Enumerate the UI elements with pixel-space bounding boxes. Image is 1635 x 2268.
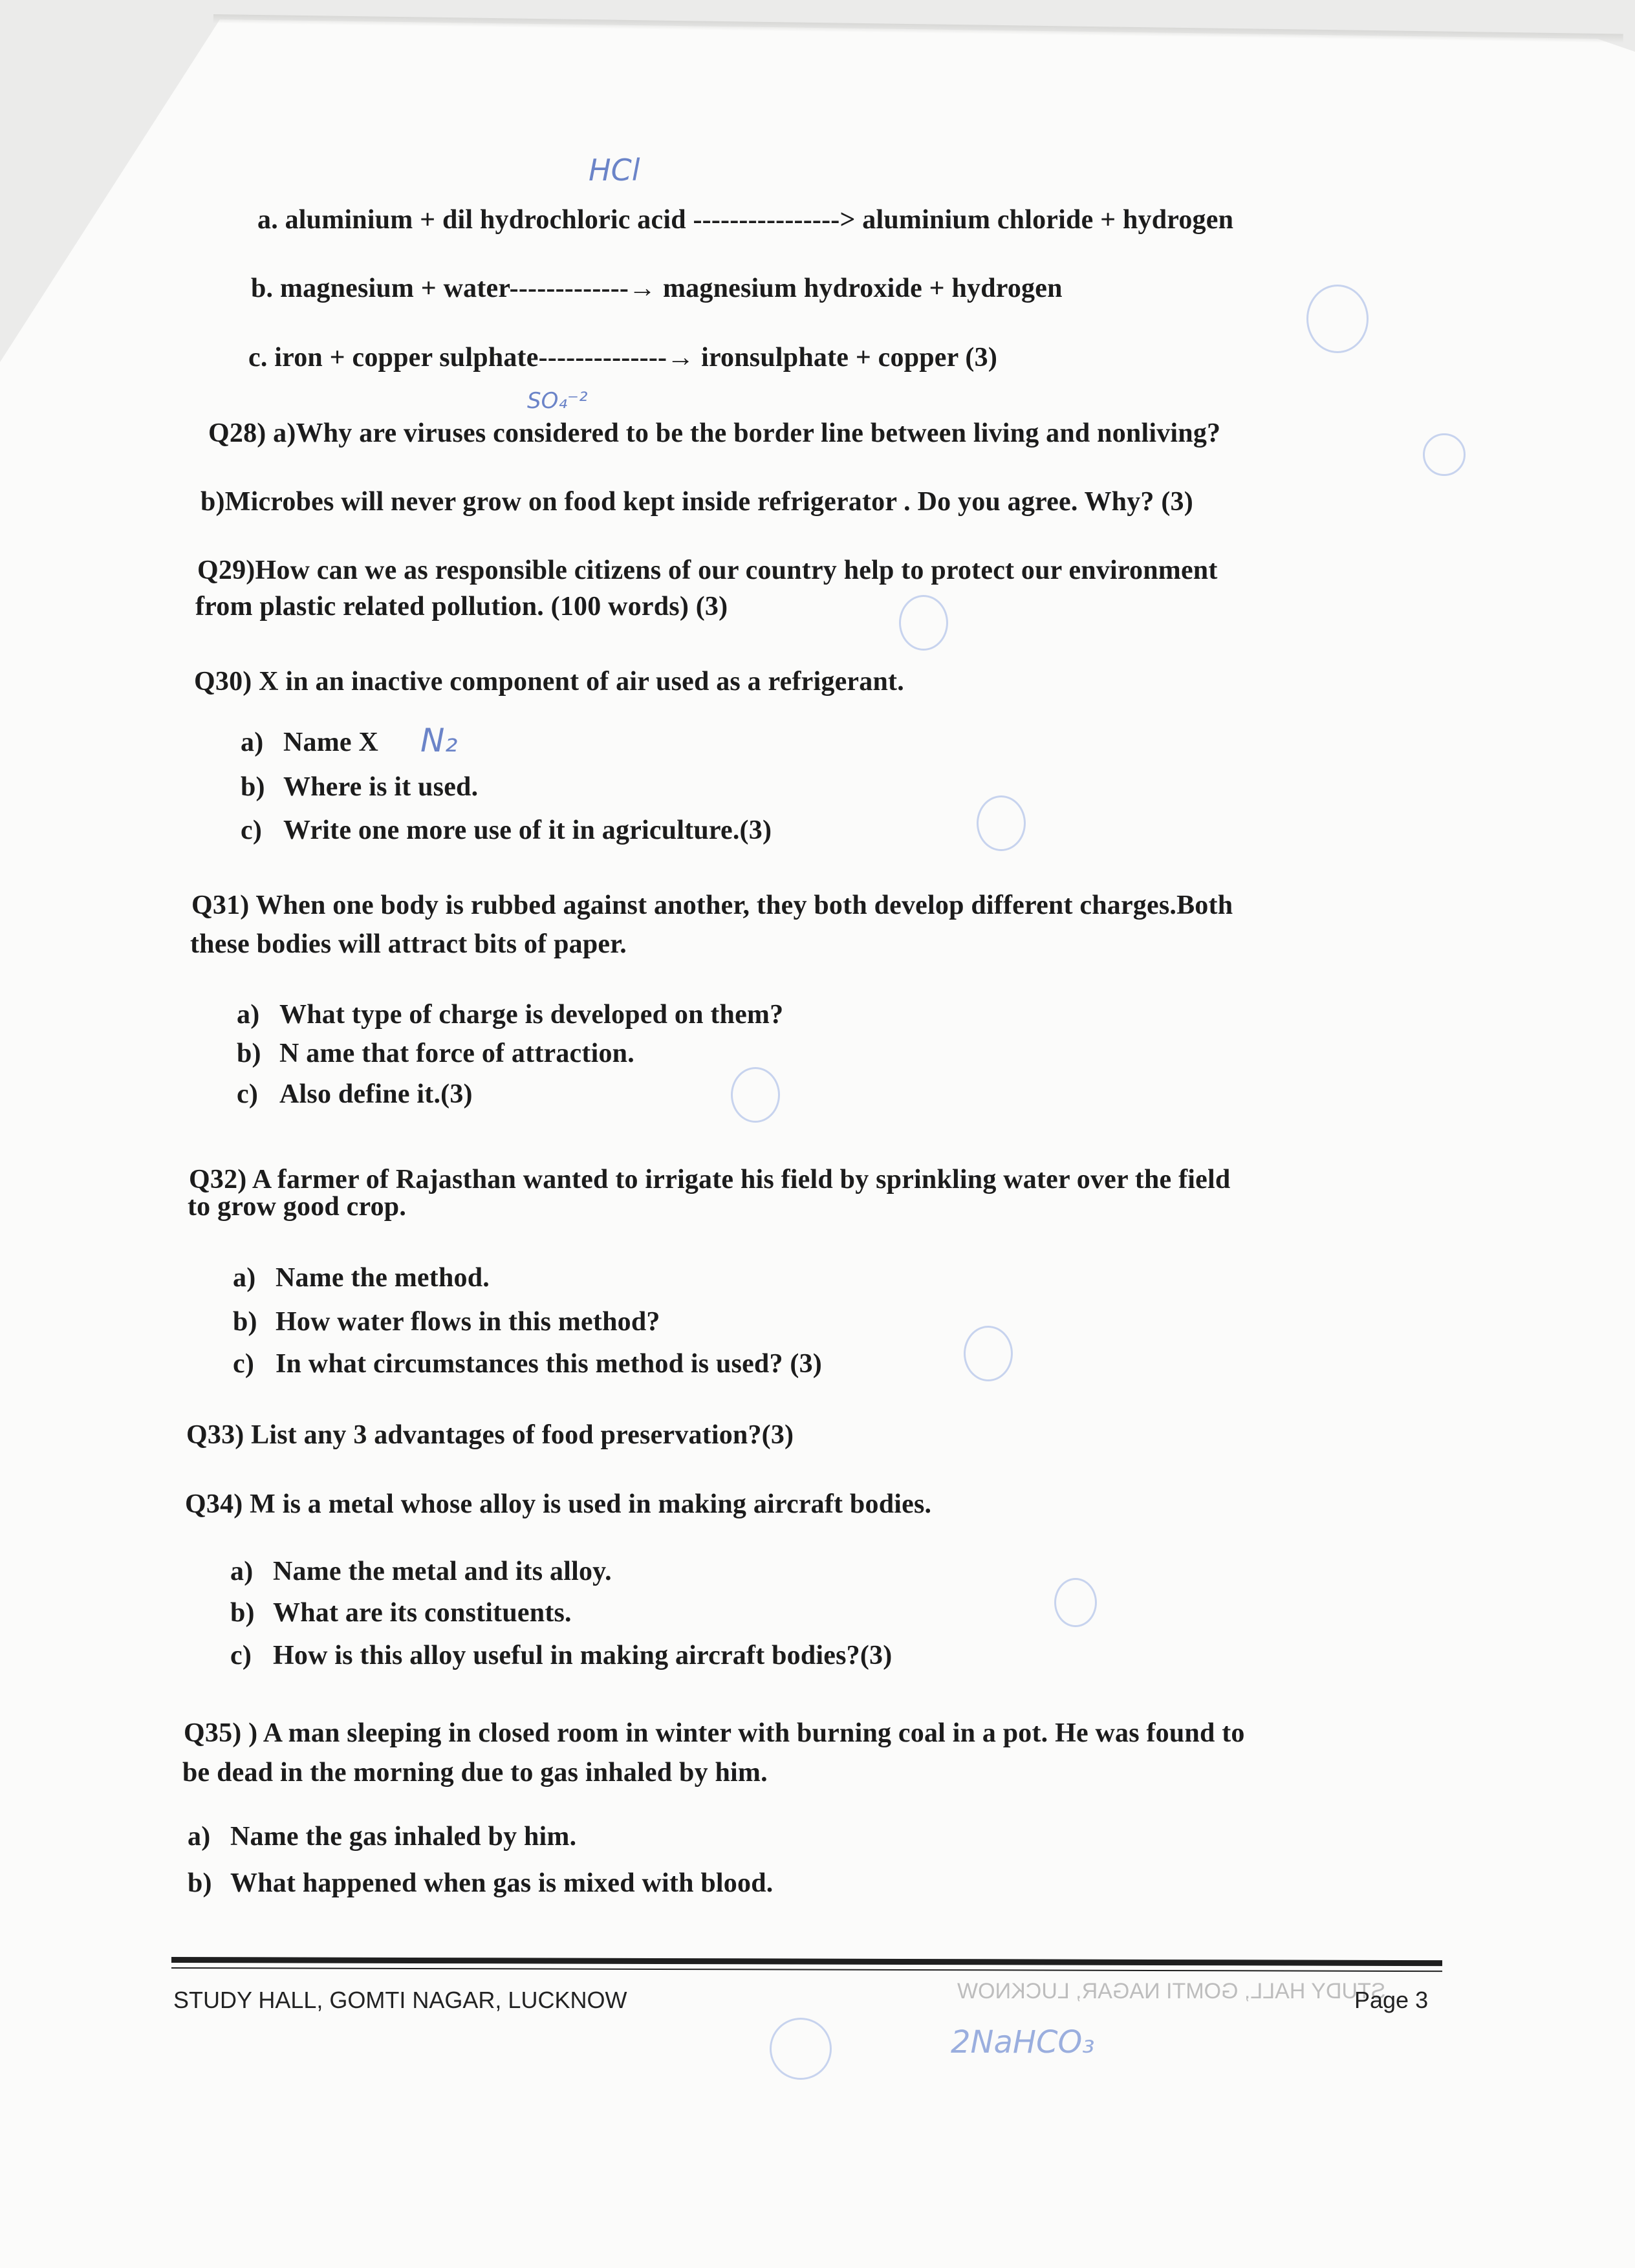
q30-part-b: b) Where is it used. [241, 772, 479, 802]
circle-mark [1423, 433, 1466, 476]
q29-line-2: from plastic related pollution. (100 words) (3) [195, 592, 728, 621]
equation-c: c. iron + copper sulphate--------------→ ironsulphate + copper (3) [248, 343, 998, 373]
q32-part-a: a) Name the method. [233, 1263, 490, 1293]
handwritten-hcl: HCl [589, 153, 640, 188]
q30-part-c: c) Write one more use of it in agriculture.(3) [241, 815, 772, 845]
handwritten-n2: N₂ [420, 722, 458, 759]
q29-line-1: Q29)How can we as responsible citizens of our country help to protect our environment [197, 556, 1218, 585]
footer-page-number: Page 3 [1354, 1987, 1429, 2013]
q28-part-a: Q28) a)Why are viruses considered to be the border line between living and nonliving? [208, 418, 1221, 448]
circle-mark [770, 2018, 832, 2080]
q32-part-c: c) In what circumstances this method is used? (3) [233, 1349, 822, 1379]
circle-mark [899, 595, 948, 651]
handwritten-bottom-note: 2NaHCO₃ [951, 2024, 1095, 2060]
q35-line-1: Q35) ) A man sleeping in closed room in winter with burning coal in a pot. He was found to [184, 1718, 1245, 1748]
q33-question: Q33) List any 3 advantages of food preservation?(3) [186, 1420, 794, 1450]
equation-b: b. magnesium + water-------------→ magnesium hydroxide + hydrogen [251, 274, 1063, 303]
q35-part-b: b) What happened when gas is mixed with blood. [188, 1868, 774, 1898]
show-through-text: STUDY HALL, GOMTI NAGAR, LUCKNOW [957, 1979, 1386, 2003]
q31-line-1: Q31) When one body is rubbed against another, they both develop different charges.Both [191, 891, 1233, 920]
q31-line-2: these bodies will attract bits of paper. [190, 929, 627, 959]
q35-part-a: a) Name the gas inhaled by him. [188, 1822, 577, 1852]
q28-part-b: b)Microbes will never grow on food kept inside refrigerator . Do you agree. Why? (3) [200, 487, 1193, 517]
circle-mark [731, 1067, 780, 1123]
circle-mark [1306, 285, 1369, 353]
q34-part-c: c) How is this alloy useful in making aircraft bodies?(3) [230, 1641, 893, 1670]
footer-rule-thick [171, 1957, 1442, 1966]
q30-question: Q30) X in an inactive component of air used as a refrigerant. [194, 667, 904, 697]
circle-mark [1054, 1578, 1097, 1627]
circle-mark [964, 1326, 1013, 1381]
q34-part-a: a) Name the metal and its alloy. [230, 1557, 612, 1586]
equation-a: a. aluminium + dil hydrochloric acid ----------------> aluminium chloride + hydrogen [257, 205, 1234, 235]
q34-question: Q34) M is a metal whose alloy is used in making aircraft bodies. [185, 1489, 932, 1519]
footer-rule-thin [171, 1967, 1442, 1972]
q35-line-2: be dead in the morning due to gas inhaled by him. [182, 1758, 768, 1787]
q31-part-b: b) N ame that force of attraction. [237, 1039, 634, 1068]
circle-mark [977, 795, 1026, 851]
q30-part-a: a) Name X [241, 728, 378, 757]
q31-part-a: a) What type of charge is developed on them? [237, 1000, 784, 1030]
footer-school-name: STUDY HALL, GOMTI NAGAR, LUCKNOW [173, 1987, 627, 2013]
q31-part-c: c) Also define it.(3) [237, 1079, 473, 1109]
q32-part-b: b) How water flows in this method? [233, 1307, 660, 1337]
q32-line-2: to grow good crop. [188, 1192, 407, 1222]
q34-part-b: b) What are its constituents. [230, 1598, 572, 1628]
q32-line-1: Q32) A farmer of Rajasthan wanted to irrigate his field by sprinkling water over the field [189, 1165, 1231, 1194]
handwritten-so4: SO₄⁻² [527, 388, 588, 414]
